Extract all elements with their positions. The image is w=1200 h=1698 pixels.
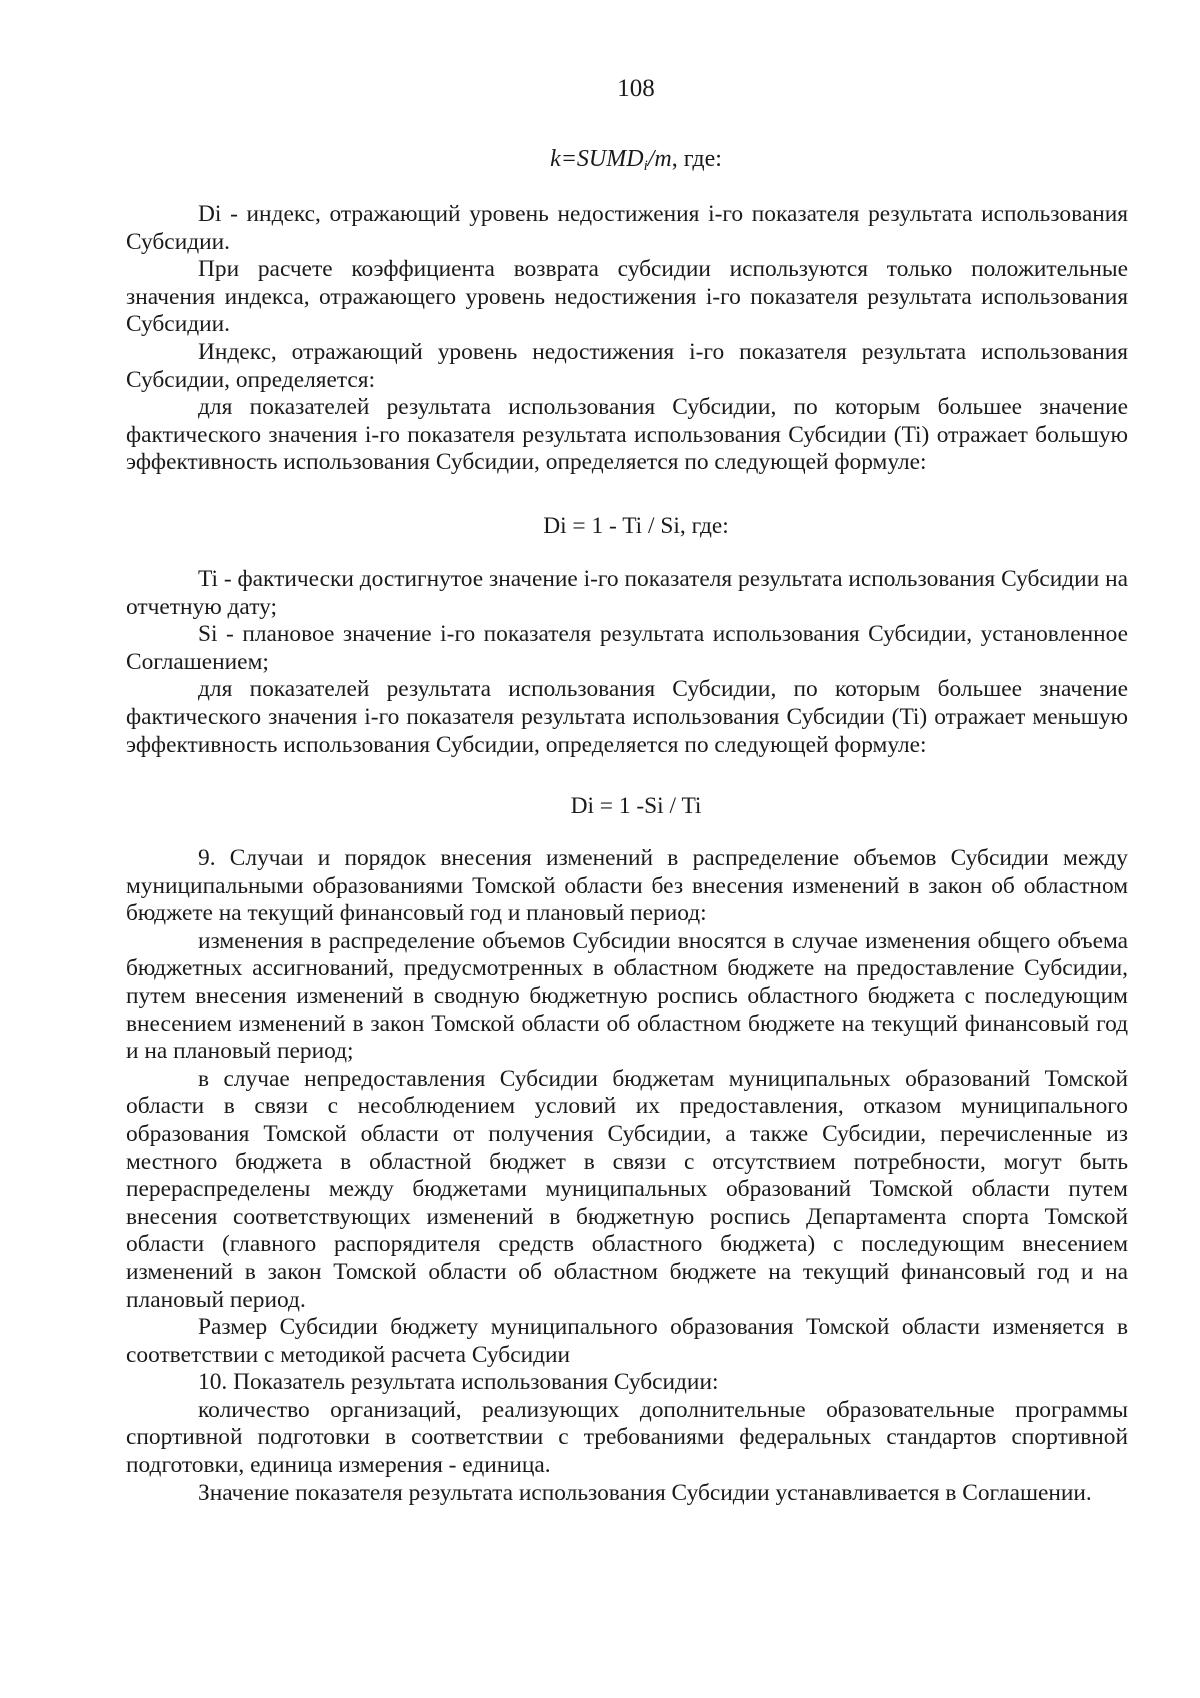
paragraph-redistribution: в случае непредоставления Субсидии бюджетам муниципальных образований Томской области в связи с несоблюдением условий их предоставления, отказом муниципального образования Томской области от получения Субсидии, а также Субсидии, перечисленные из местного бюджета в областной бюджет в связи с отсутствием потребности, могут быть перераспределены между бюджетами муниципальных образований Томской области путем внесения соответствующих изменений в бюджетную роспись Департамента спорта Томской области (главного распорядителя средств областного бюджета) с последующим внесением изменений в закон Томской области об областном бюджете на текущий финансовый год и на плановый период. [126,1065,1128,1313]
paragraph-greater-efficiency: для показателей результата использования Субсидии, по которым большее значение фактического значения i-го показателя результата использования Субсидии (Ti) отражает большую эффективность использования Субсидии, определяется по следующей формуле: [126,394,1128,476]
formula-k [0,144,1200,174]
paragraph-section-9: 9. Случаи и порядок внесения изменений в распределение объемов Субсидии между муниципальными образованиями Томской области без внесения изменений в закон об областном бюджете на текущий финансовый год и плановый период: [126,845,1128,927]
paragraph-organizations-count: количество организаций, реализующих дополнительные образовательные программы спортивной подготовки в соответствии с требованиями федеральных стандартов спортивной подготовки, единица измерения - единица. [126,1396,1128,1479]
text-block-sections-9-10 [126,845,1128,1507]
page-number: 108 [617,75,655,102]
paragraph-index-determined: Индекс, отражающий уровень недостижения i-го показателя результата использования Субсидии, определяется: [126,338,1128,393]
text-block-variables [126,566,1128,759]
formula-k-subscript: i [643,158,648,174]
paragraph-positive-values: При расчете коэффициента возврата субсидии используются только положительные значения индекса, отражающего уровень недостижения i-го показателя результата использования Субсидии. [126,256,1128,338]
formula-di-second: Di = 1 -Si / Ti [570,793,702,819]
formula-k-right: /m [647,146,672,172]
paragraph-di-definition: Di - индекс, отражающий уровень недостижения i-го показателя результата использования Субсидии. [126,201,1128,255]
paragraph-si-definition: Si - плановое значение i-го показателя результата использования Субсидии, установленное Соглашением; [126,621,1128,675]
paragraph-changes-volume: изменения в распределение объемов Субсидии вносятся в случае изменения общего объема бюджетных ассигнований, предусмотренных в областном бюджете на предоставление Субсидии, путем внесения изменений в сводную бюджетную роспись областного бюджета с последующим внесением изменений в закон Томской области об областном бюджете на текущий финансовый год и на плановый период; [126,927,1128,1065]
formula-k-left: k=SUMD [550,146,644,172]
paragraph-lower-efficiency: для показателей результата использования Субсидии, по которым большее значение фактического значения i-го показателя результата использования Субсидии (Ti) отражает меньшую эффективность использования Субсидии, определяется по следующей формуле: [126,676,1128,758]
formula-di-first: Di = 1 - Ti / Si, где: [543,513,729,539]
formula-k-suffix: , где: [671,146,722,172]
text-block-index-definition [126,201,1128,477]
paragraph-indicator-value: Значение показателя результата использования Субсидии устанавливается в Соглашении. [198,1479,1092,1506]
paragraph-subsidy-size: Размер Субсидии бюджету муниципального образования Томской области изменяется в соответствии с методикой расчета Субсидии [126,1314,1128,1368]
paragraph-ti-definition: Ti - фактически достигнутое значение i-го показателя результата использования Субсидии на отчетную дату; [126,566,1128,620]
paragraph-section-10: 10. Показатель результата использования Субсидии: [198,1369,719,1396]
